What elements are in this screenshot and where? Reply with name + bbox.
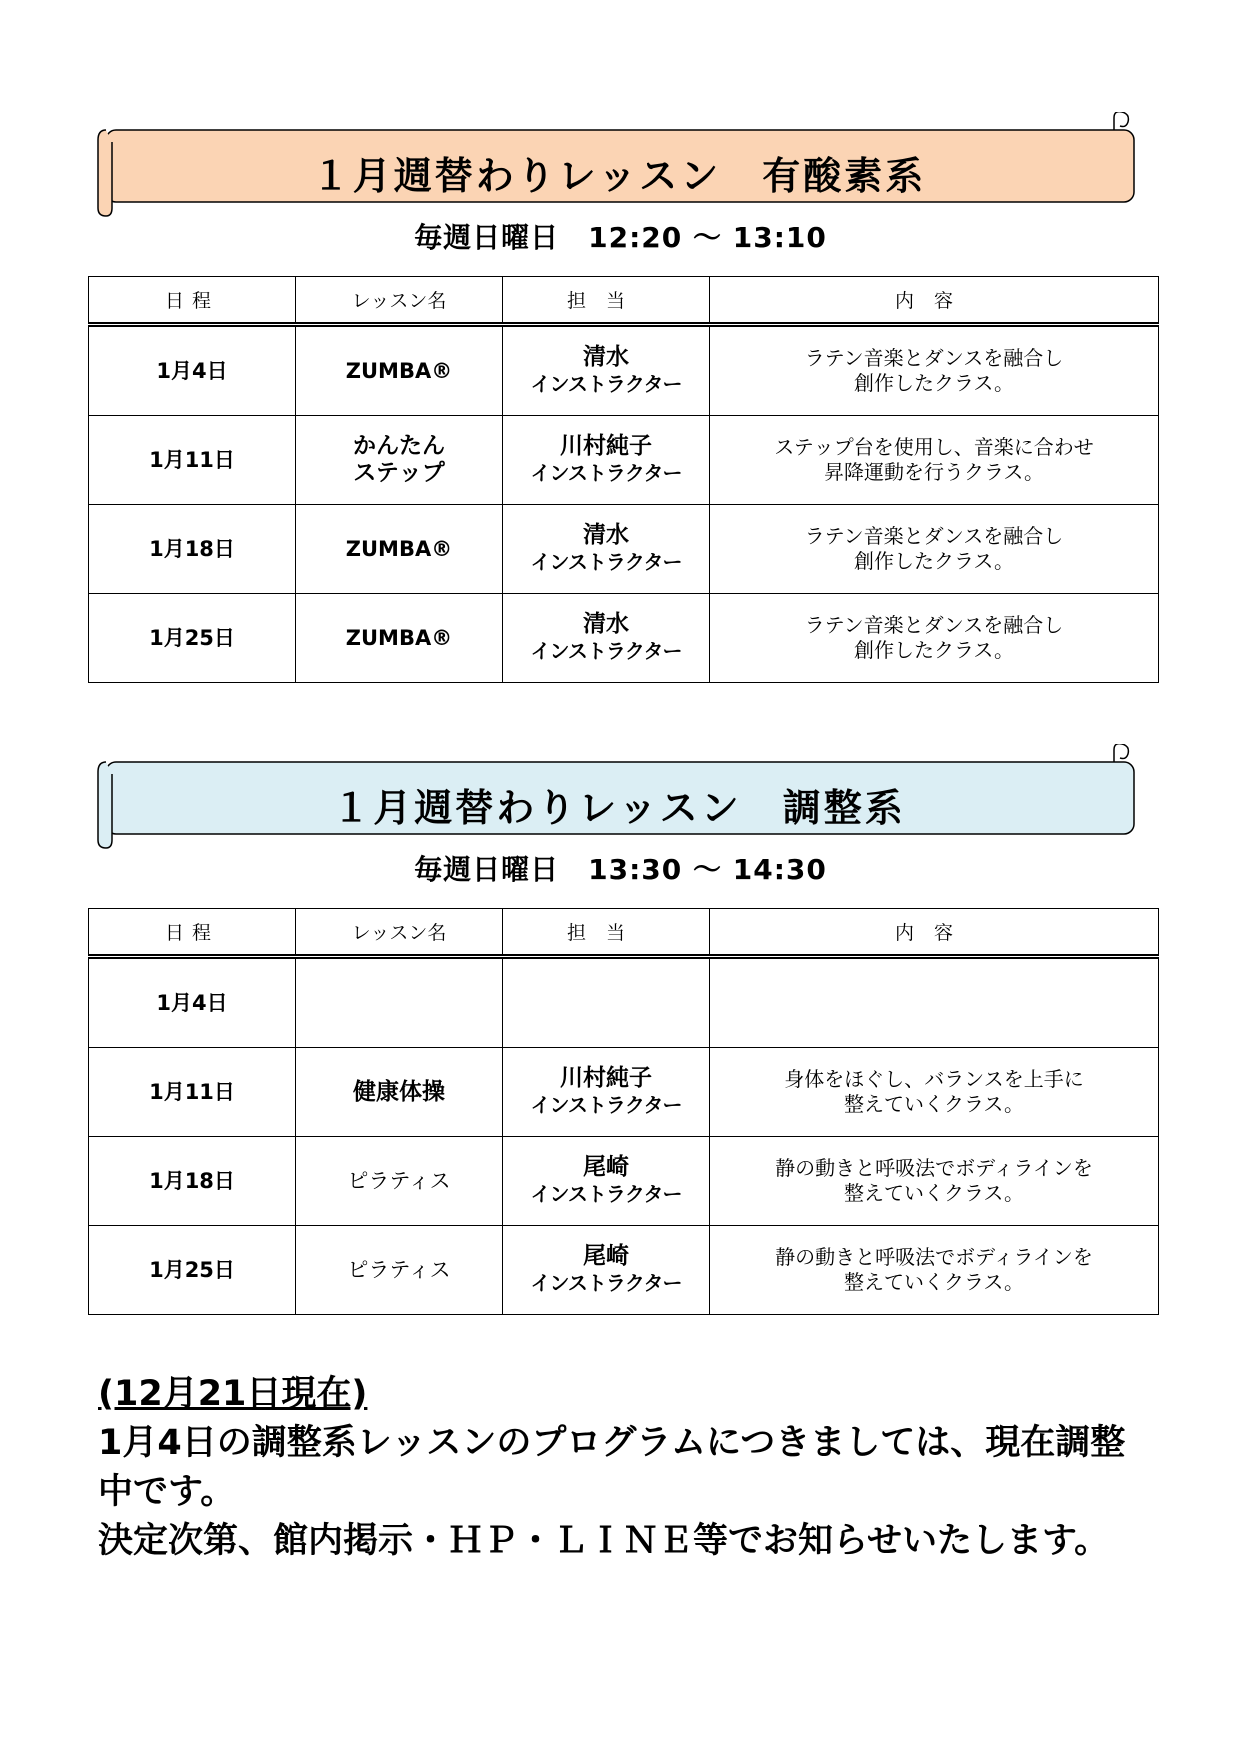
row-instructor: [503, 1226, 710, 1315]
table-row: [89, 957, 1159, 1048]
row-instructor: [503, 957, 710, 1048]
section2-banner: [94, 744, 1144, 864]
row-date: 1月25日: [89, 1226, 296, 1315]
row-instructor: [503, 1137, 710, 1226]
content-line: 創作したクラス。: [854, 371, 1014, 395]
instructor-name: 清水: [583, 522, 629, 548]
content-line: 静の動きと呼吸法でボディラインを: [775, 1156, 1093, 1180]
content-line: ラテン音楽とダンスを融合し: [804, 346, 1064, 370]
row-content: [710, 325, 1159, 416]
notice: [98, 1370, 1148, 1566]
content-line: 創作したクラス。: [854, 549, 1014, 573]
content-line: 整えていくクラス。: [844, 1092, 1024, 1116]
lesson-name: ステップ: [353, 460, 445, 486]
instructor-role: インストラクター: [530, 1182, 682, 1206]
row-date: 1月11日: [89, 416, 296, 505]
row-lesson: [296, 1048, 503, 1137]
section2-table: [88, 908, 1159, 1315]
instructor-name: 川村純子: [560, 1065, 652, 1091]
instructor-role: インストラクター: [530, 639, 682, 663]
row-date: 1月25日: [89, 594, 296, 683]
lesson-name: ZUMBA®: [345, 358, 453, 383]
row-lesson: [296, 505, 503, 594]
section1-title: １月週替わりレッスン 有酸素系: [311, 153, 927, 198]
row-lesson: [296, 1226, 503, 1315]
table-row: [89, 1226, 1159, 1315]
section1-table: [88, 276, 1159, 683]
instructor-name: 清水: [583, 611, 629, 637]
row-content: [710, 1048, 1159, 1137]
row-content: [710, 505, 1159, 594]
table-row: [89, 1048, 1159, 1137]
instructor-role: インストラクター: [530, 372, 682, 396]
instructor-name: 川村純子: [560, 433, 652, 459]
content-line: ラテン音楽とダンスを融合し: [804, 613, 1064, 637]
header-content: 内容: [710, 909, 1159, 957]
section2-title: １月週替わりレッスン 調整系: [332, 785, 906, 830]
section2-schedule: 毎週日曜日 13:30 ～ 14:30: [414, 853, 827, 886]
table-row: [89, 416, 1159, 505]
instructor-role: インストラクター: [530, 1093, 682, 1117]
lesson-name: ピラティス: [347, 1168, 451, 1193]
row-instructor: [503, 325, 710, 416]
header-date: 日程: [89, 277, 296, 325]
row-instructor: [503, 416, 710, 505]
row-date: 1月18日: [89, 1137, 296, 1226]
lesson-name: 健康体操: [353, 1078, 445, 1105]
row-content: [710, 416, 1159, 505]
row-date: 1月4日: [89, 957, 296, 1048]
lesson-name: かんたん: [353, 433, 445, 459]
row-lesson: [296, 325, 503, 416]
content-line: ステップ台を使用し、音楽に合わせ: [774, 435, 1094, 459]
row-date: 1月4日: [89, 325, 296, 416]
header-instructor: 担当: [503, 909, 710, 957]
row-lesson: [296, 594, 503, 683]
row-lesson: [296, 1137, 503, 1226]
section1-schedule: 毎週日曜日 12:20 ～ 13:10: [414, 221, 827, 254]
table-header-row: [89, 909, 1159, 957]
content-line: 静の動きと呼吸法でボディラインを: [775, 1245, 1093, 1269]
row-content: [710, 957, 1159, 1048]
section1-banner: [94, 112, 1144, 232]
lesson-name: ピラティス: [347, 1257, 451, 1282]
header-instructor: 担当: [503, 277, 710, 325]
row-lesson: [296, 957, 503, 1048]
row-instructor: [503, 505, 710, 594]
content-line: 創作したクラス。: [854, 638, 1014, 662]
row-content: [710, 594, 1159, 683]
header-lesson: レッスン名: [296, 909, 503, 957]
row-instructor: [503, 594, 710, 683]
row-instructor: [503, 1048, 710, 1137]
table-header-row: [89, 277, 1159, 325]
lesson-name: ZUMBA®: [345, 625, 453, 650]
instructor-name: 清水: [583, 344, 629, 370]
instructor-role: インストラクター: [530, 461, 682, 485]
content-line: 身体をほぐし、バランスを上手に: [784, 1067, 1084, 1091]
table-row: [89, 505, 1159, 594]
content-line: 整えていくクラス。: [844, 1270, 1024, 1294]
row-lesson: [296, 416, 503, 505]
content-line: 整えていくクラス。: [844, 1181, 1024, 1205]
notice-line: 1月4日の調整系レッスンのプログラムにつきましては、現在調整中です。: [98, 1423, 1126, 1512]
instructor-role: インストラクター: [530, 550, 682, 574]
header-date: 日程: [89, 909, 296, 957]
instructor-name: 尾崎: [583, 1154, 629, 1180]
content-line: ラテン音楽とダンスを融合し: [804, 524, 1064, 548]
row-content: [710, 1226, 1159, 1315]
notice-line: 決定次第、館内掲示・ＨＰ・ＬＩＮＥ等でお知らせいたします。: [98, 1521, 1110, 1561]
instructor-name: 尾崎: [583, 1243, 629, 1269]
row-content: [710, 1137, 1159, 1226]
row-date: 1月11日: [89, 1048, 296, 1137]
lesson-name: ZUMBA®: [345, 536, 453, 561]
instructor-role: インストラクター: [530, 1271, 682, 1295]
content-line: 昇降運動を行うクラス。: [824, 460, 1044, 484]
row-date: 1月18日: [89, 505, 296, 594]
table-row: [89, 594, 1159, 683]
table-row: [89, 1137, 1159, 1226]
table-row: [89, 325, 1159, 416]
header-lesson: レッスン名: [296, 277, 503, 325]
header-content: 内容: [710, 277, 1159, 325]
notice-as-of: (12月21日現在): [98, 1374, 368, 1414]
